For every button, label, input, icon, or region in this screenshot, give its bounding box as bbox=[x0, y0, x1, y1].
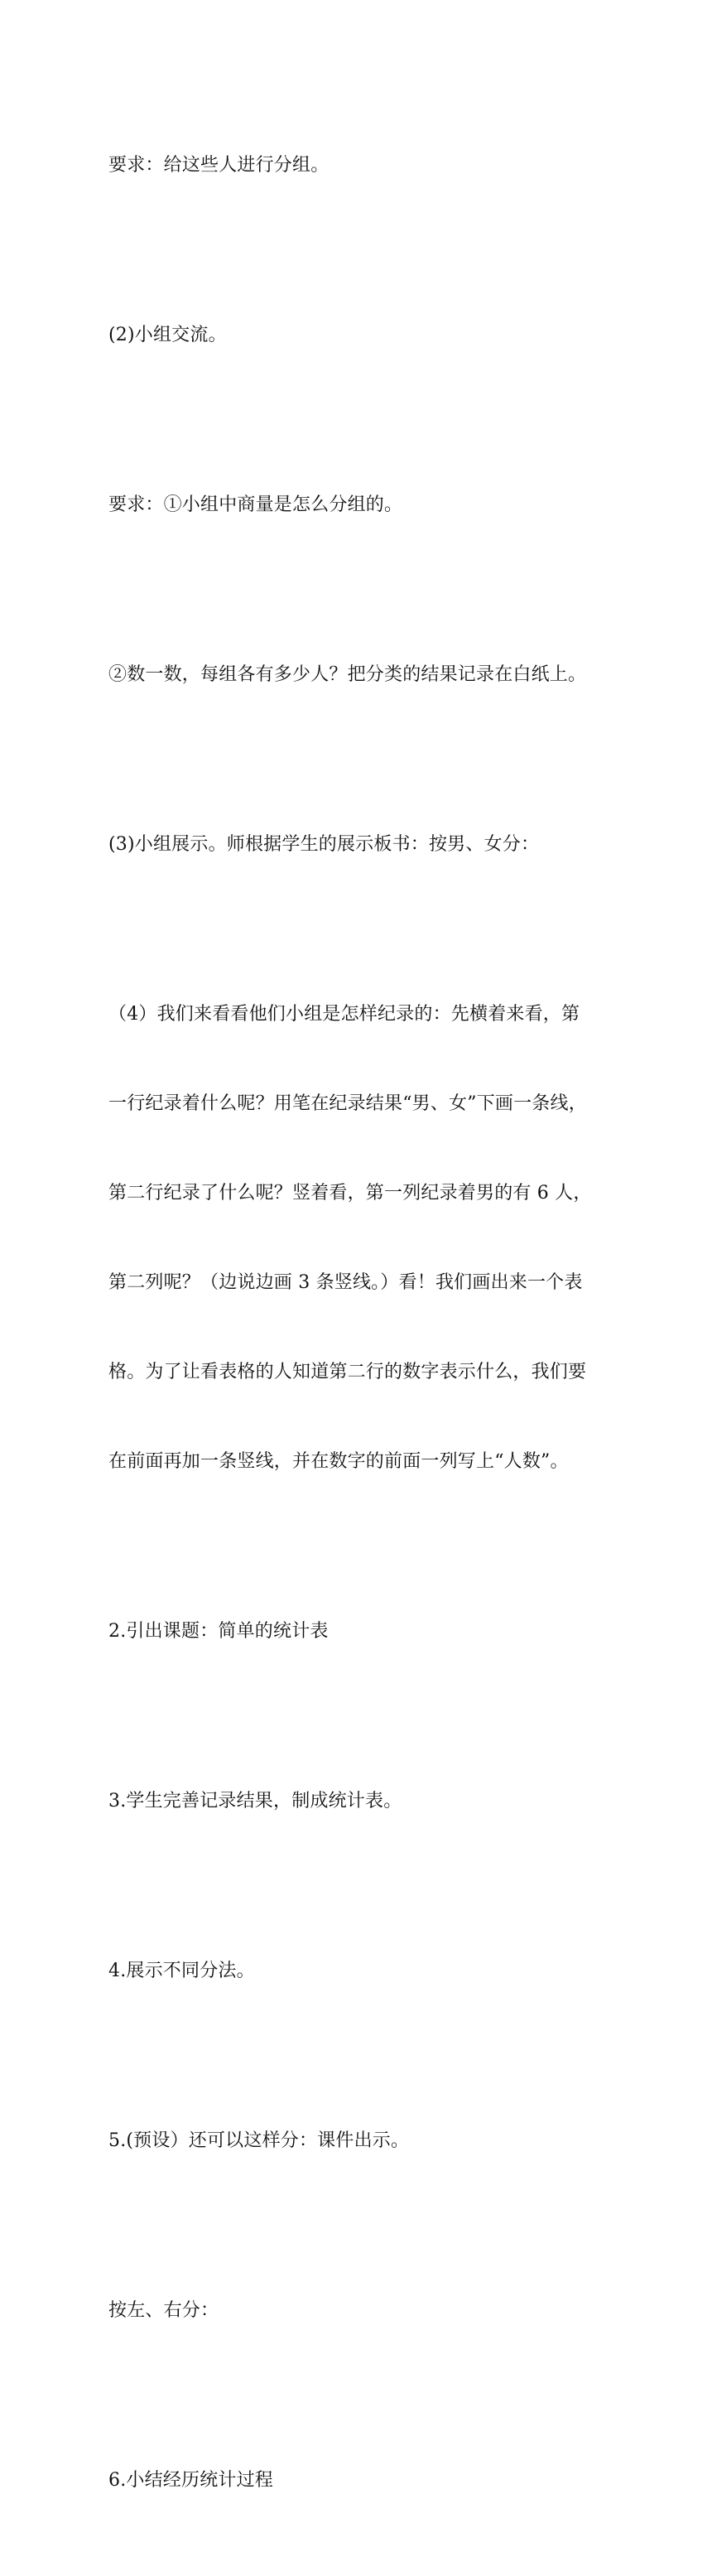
paragraph-complete-table bbox=[108, 1727, 622, 1876]
paragraph-show-methods bbox=[108, 1897, 622, 2046]
text-line: 3.学生完善记录结果，制成统计表。 bbox=[108, 1791, 402, 1811]
text-line: 要求：①小组中商量是怎么分组的。 bbox=[108, 494, 403, 515]
text-line: 在前面再加一条竖线，并在数字的前面一列写上“人数”。 bbox=[108, 1451, 569, 1472]
text-line: 按左、右分： bbox=[108, 2300, 219, 2321]
text-line: 第二列呢？（边说边画 3 条竖线。）看！我们画出来一个表 bbox=[108, 1272, 583, 1293]
text-line: （4）我们来看看他们小组是怎样纪录的：先横着来看，第 bbox=[108, 1004, 580, 1025]
paragraph-table-explanation bbox=[108, 940, 622, 1536]
text-line: 格。为了让看表格的人知道第二行的数字表示什么，我们要 bbox=[108, 1362, 587, 1382]
paragraph-requirement-discuss bbox=[108, 431, 622, 580]
text-line: 一行纪录着什么呢？用笔在纪录结果“男、女”下画一条线， bbox=[108, 1093, 587, 1114]
paragraph-summary bbox=[108, 2406, 622, 2555]
paragraph-requirement-grouping bbox=[108, 91, 622, 240]
text-line: 6.小结经历统计过程 bbox=[108, 2470, 273, 2491]
text-line: 2.引出课题：简单的统计表 bbox=[108, 1621, 329, 1642]
text-line: 5.(预设）还可以这样分：课件出示。 bbox=[108, 2130, 410, 2151]
text-line: (3)小组展示。师根据学生的展示板书：按男、女分： bbox=[108, 834, 540, 855]
text-line: 第二行纪录了什么呢？竖着看，第一列纪录着男的有 6 人， bbox=[108, 1183, 592, 1204]
text-line: (2)小组交流。 bbox=[108, 325, 227, 345]
paragraph-preset-method bbox=[108, 2067, 622, 2216]
paragraph-count-record bbox=[108, 601, 622, 750]
paragraph-group-display bbox=[108, 770, 622, 919]
text-line: 要求：给这些人进行分组。 bbox=[108, 155, 330, 176]
text-line: ②数一数，每组各有多少人？把分类的结果记录在白纸上。 bbox=[108, 664, 587, 685]
paragraph-left-right bbox=[108, 2236, 622, 2385]
paragraph-group-discussion bbox=[108, 261, 622, 410]
document-body bbox=[108, 91, 622, 2576]
paragraph-topic-intro bbox=[108, 1557, 622, 1706]
text-line: 4.展示不同分法。 bbox=[108, 1961, 255, 1981]
